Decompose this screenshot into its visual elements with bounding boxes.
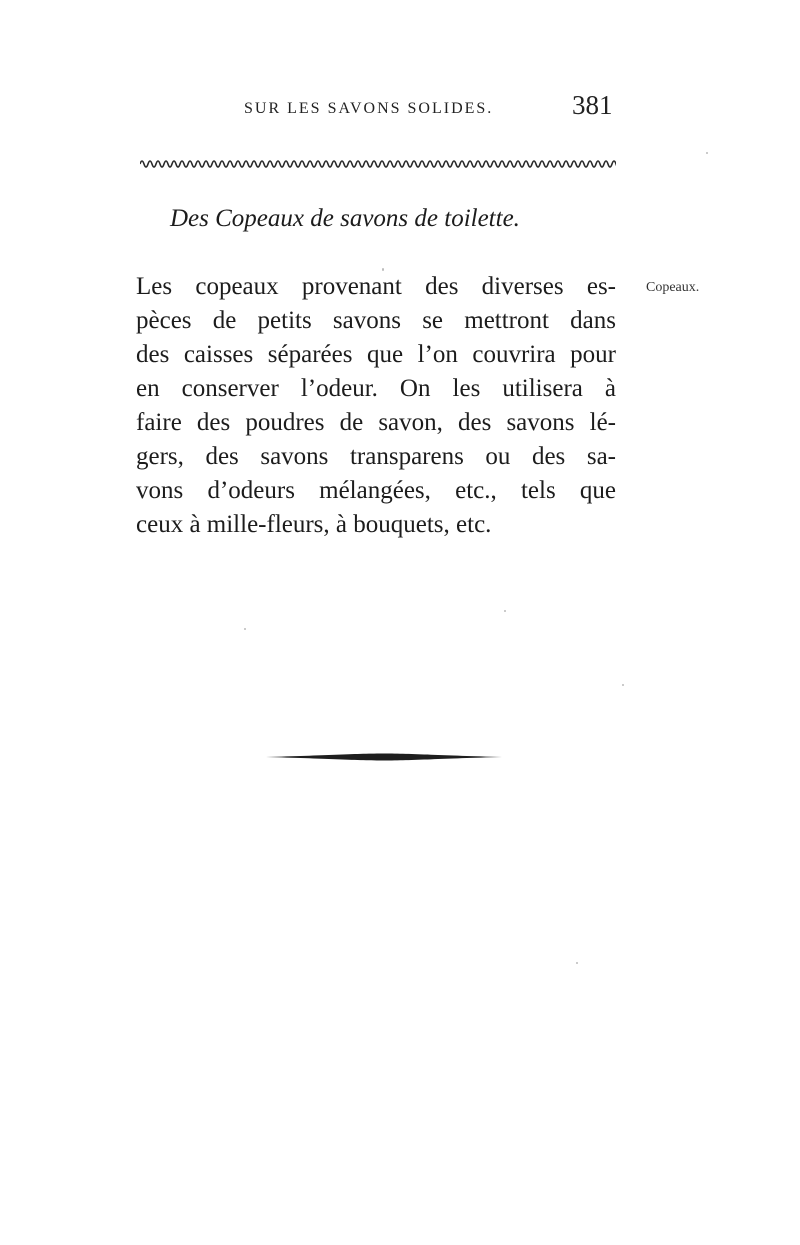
paragraph bbox=[136, 270, 616, 542]
end-rule bbox=[266, 750, 502, 764]
paper-speck bbox=[382, 268, 384, 271]
paper-speck bbox=[706, 152, 708, 154]
ornamental-rule bbox=[140, 156, 616, 172]
paragraph-line: vons d’odeurs mélangées, etc., tels que bbox=[136, 477, 616, 504]
section-title: Des Copeaux de savons de toilette. bbox=[170, 205, 520, 232]
paragraph-line: pèces de petits savons se mettront dans bbox=[136, 307, 616, 334]
paper-speck bbox=[244, 628, 246, 630]
paper-speck bbox=[622, 684, 624, 686]
running-head: SUR LES SAVONS SOLIDES. bbox=[244, 100, 494, 117]
paragraph-line: des caisses séparées que l’on couvrira pour bbox=[136, 341, 616, 368]
page-number: 381 bbox=[572, 90, 613, 120]
paper-speck bbox=[576, 962, 578, 964]
paragraph-line: Les copeaux provenant des diverses es- bbox=[136, 273, 616, 300]
margin-note: Copeaux. bbox=[646, 280, 700, 295]
paper-speck bbox=[504, 610, 506, 612]
paragraph-line: ceux à mille-fleurs, à bouquets, etc. bbox=[136, 511, 492, 538]
paragraph-line: gers, des savons transparens ou des sa- bbox=[136, 443, 616, 470]
paragraph-line: faire des poudres de savon, des savons lé- bbox=[136, 409, 616, 436]
paragraph-line: en conserver l’odeur. On les utilisera à bbox=[136, 375, 616, 402]
